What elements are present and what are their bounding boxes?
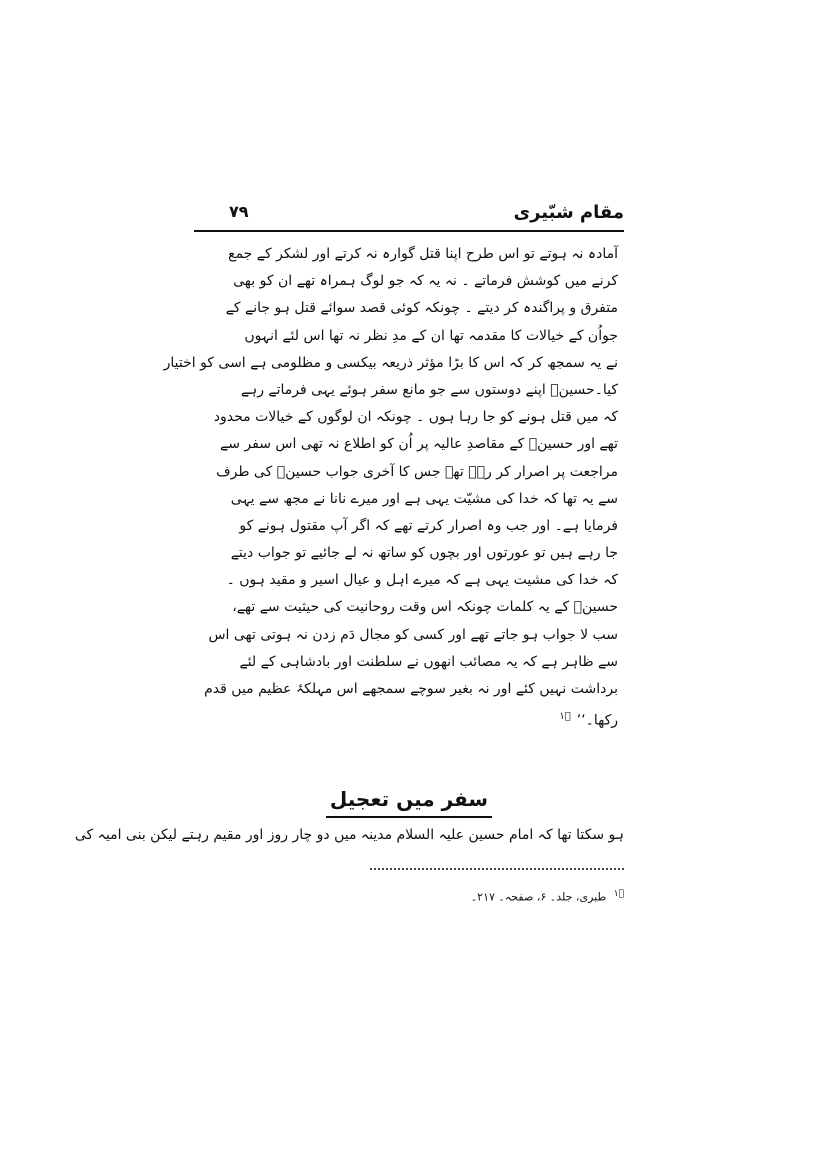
footnote-marker: ۱ؔ <box>613 889 624 899</box>
body-line-last <box>256 703 618 730</box>
body-line: سے ظاہر ہے کہ یہ مصائب انھوں نے سلطنت اور بادشاہی کے لئے <box>239 653 618 670</box>
full-width-paragraph-line: ہو سکتا تھا کہ امام حسین علیہ السلام مدینہ میں دو چار روز اور مقیم رہتے لیکن بنی امیہ کی <box>74 827 624 843</box>
body-line: کرنے میں کوشش فرماتے ۔ نہ یہ کہ جو لوگ ہمراہ تھے ان کو بھی <box>233 273 618 290</box>
header-rule <box>194 230 624 232</box>
last-line-text: رکھا۔‘‘ <box>576 712 618 729</box>
body-line: متفرق و پراگندہ کر دیتے ۔ چونکہ کوئی قصد سوائے قتل ہو جانے کے <box>225 300 618 317</box>
footnote <box>300 886 624 906</box>
footnote-reference[interactable]: ۱ؔ <box>559 711 571 723</box>
footnote-text: طبری، جلد۔ ۶، صفحہ۔ ۲۱۷۔ <box>470 890 607 904</box>
section-heading-text: سفر میں تعجیل <box>326 784 492 818</box>
section-heading <box>194 784 624 818</box>
footnote-separator <box>370 868 624 870</box>
body-line: مراجعت پر اصرار کر رہے تھے جس کا آخری جواب حسینؑ کی طرف <box>216 463 618 480</box>
body-line: کہ خدا کی مشیت یہی ہے کہ میرے اہل و عیال اسیر و مقید ہوں ۔ <box>226 572 618 589</box>
body-line: جا رہے ہیں تو عورتوں اور بچوں کو ساتھ نہ لے جائیے تو جواب دیتے <box>230 545 618 562</box>
body-line: فرمایا ہے۔ اور جب وہ اصرار کرتے تھے کہ اگر آپ مقتول ہونے کو <box>239 517 618 534</box>
body-line: کہ میں قتل ہونے کو جا رہا ہوں ۔ چونکہ ان لوگوں کے خیالات محدود <box>213 409 618 426</box>
body-line: برداشت نہیں کئے اور نہ بغیر سوچے سمجھے اس مہلکۂ عظیم میں قدم <box>204 681 618 697</box>
body-line: جواُن کے خیالات کا مقدمہ تھا ان کے مدِ نظر نہ تھا اس لئے انہوں <box>244 327 618 344</box>
running-title: مقام شبّیری <box>513 202 624 223</box>
body-line: حسینؑ کے یہ کلمات چونکہ اس وقت روحانیت کی حیثیت سے تھے، <box>232 599 618 616</box>
page-header <box>194 200 624 230</box>
body-text <box>163 241 618 730</box>
body-line: نے یہ سمجھ کر کہ اس کا بڑا مؤثر ذریعہ بیکسی و مظلومی ہے اسی کو اختیار <box>163 354 618 371</box>
body-line: آمادہ نہ ہوتے تو اس طرح اپنا قتل گوارہ نہ کرتے اور لشکر کے جمع <box>228 246 618 262</box>
body-line: کیا۔حسینؑ اپنے دوستوں سے جو مانع سفر ہوئے یہی فرماتے رہے <box>240 381 618 398</box>
body-line: سب لا جواب ہو جاتے تھے اور کسی کو مجال دَم زدن نہ ہوتی تھی اس <box>208 626 618 643</box>
body-line: سے یہ تھا کہ خدا کی مشیّت یہی ہے اور میرے نانا نے مجھ سے یہی <box>230 490 618 507</box>
page-number: ۷۹ <box>229 202 249 221</box>
body-line: تھے اور حسینؑ کے مقاصدِ عالیہ پر اُن کو اطلاع نہ تھی اس سفر سے <box>220 436 618 453</box>
